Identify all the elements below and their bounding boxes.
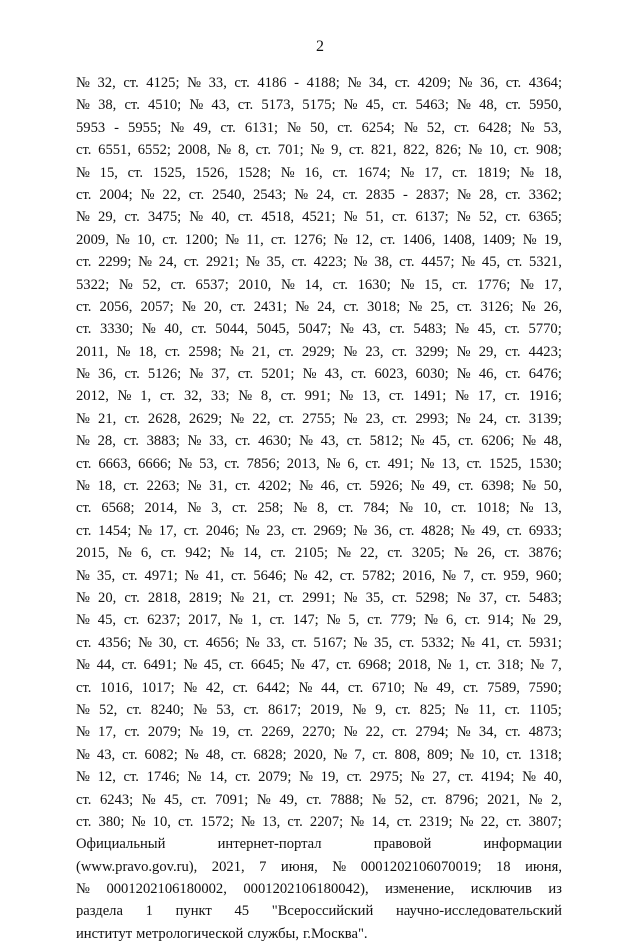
text-line: ст. 3330; № 40, ст. 5044, 5045, 5047; № 43, ст. 5483; № 45, ст. 5770; xyxy=(76,321,562,338)
text-line: ст. 2299; № 24, ст. 2921; № 35, ст. 4223; № 38, ст. 4457; № 45, ст. 5321, xyxy=(76,254,562,271)
text-line: ст. 2056, 2057; № 20, ст. 2431; № 24, ст. 3018; № 25, ст. 3126; № 26, xyxy=(76,298,562,315)
text-line: 5953 - 5955; № 49, ст. 6131; № 50, ст. 6254; № 52, ст. 6428; № 53, xyxy=(76,119,562,136)
text-line: 5322; № 52, ст. 6537; 2010, № 14, ст. 1630; № 15, ст. 1776; № 17, xyxy=(76,276,562,293)
text-line: № 35, ст. 4971; № 41, ст. 5646; № 42, ст. 5782; 2016, № 7, ст. 959, 960; xyxy=(76,567,562,584)
text-line: ст. 380; № 10, ст. 1572; № 13, ст. 2207; № 14, ст. 2319; № 22, ст. 3807; xyxy=(76,813,562,830)
text-line: ст. 6568; 2014, № 3, ст. 258; № 8, ст. 784; № 10, ст. 1018; № 13, xyxy=(76,500,562,517)
text-line: № 38, ст. 4510; № 43, ст. 5173, 5175; № 45, ст. 5463; № 48, ст. 5950, xyxy=(76,97,562,114)
text-line: 2009, № 10, ст. 1200; № 11, ст. 1276; № 12, ст. 1406, 1408, 1409; № 19, xyxy=(76,231,562,248)
text-line: № 15, ст. 1525, 1526, 1528; № 16, ст. 1674; № 17, ст. 1819; № 18, xyxy=(76,164,562,181)
document-body-text xyxy=(76,72,562,945)
text-line: № 52, ст. 8240; № 53, ст. 8617; 2019, № 9, ст. 825; № 11, ст. 1105; xyxy=(76,701,562,718)
text-line: № 36, ст. 5126; № 37, ст. 5201; № 43, ст. 6023, 6030; № 46, ст. 6476; xyxy=(76,366,562,383)
text-line: № 0001202106180002, 0001202106180042), изменение, исключив из xyxy=(76,881,562,898)
text-line: № 45, ст. 6237; 2017, № 1, ст. 147; № 5, ст. 779; № 6, ст. 914; № 29, xyxy=(76,612,562,629)
text-line: 2015, № 6, ст. 942; № 14, ст. 2105; № 22, ст. 3205; № 26, ст. 3876; xyxy=(76,545,562,562)
text-line: ст. 4356; № 30, ст. 4656; № 33, ст. 5167; № 35, ст. 5332; № 41, ст. 5931; xyxy=(76,634,562,651)
text-line: 2012, № 1, ст. 32, 33; № 8, ст. 991; № 13, ст. 1491; № 17, ст. 1916; xyxy=(76,388,562,405)
text-line: ст. 6551, 6552; 2008, № 8, ст. 701; № 9, ст. 821, 822, 826; № 10, ст. 908; xyxy=(76,142,562,159)
text-line: ст. 2004; № 22, ст. 2540, 2543; № 24, ст. 2835 - 2837; № 28, ст. 3362; xyxy=(76,186,562,203)
text-line: № 18, ст. 2263; № 31, ст. 4202; № 46, ст. 5926; № 49, ст. 6398; № 50, xyxy=(76,478,562,495)
text-line: № 32, ст. 4125; № 33, ст. 4186 - 4188; № 34, ст. 4209; № 36, ст. 4364; xyxy=(76,75,562,91)
text-line: (www.pravo.gov.ru), 2021, 7 июня, № 0001202106070019; 18 июня, xyxy=(76,858,562,875)
text-line: № 12, ст. 1746; № 14, ст. 2079; № 19, ст. 2975; № 27, ст. 4194; № 40, xyxy=(76,769,562,786)
text-line: Официальный интернет-портал правовой информации xyxy=(76,836,562,853)
text-line: № 43, ст. 6082; № 48, ст. 6828; 2020, № 7, ст. 808, 809; № 10, ст. 1318; xyxy=(76,746,562,763)
text-line: ст. 1454; № 17, ст. 2046; № 23, ст. 2969; № 36, ст. 4828; № 49, ст. 6933; xyxy=(76,522,562,539)
text-line: ст. 6663, 6666; № 53, ст. 7856; 2013, № 6, ст. 491; № 13, ст. 1525, 1530; xyxy=(76,455,562,472)
text-line: № 20, ст. 2818, 2819; № 21, ст. 2991; № 35, ст. 5298; № 37, ст. 5483; xyxy=(76,589,562,606)
text-line: № 21, ст. 2628, 2629; № 22, ст. 2755; № 23, ст. 2993; № 24, ст. 3139; xyxy=(76,410,562,427)
text-line: институт метрологической службы, г.Москва". xyxy=(76,925,368,942)
text-line: № 17, ст. 2079; № 19, ст. 2269, 2270; № 22, ст. 2794; № 34, ст. 4873; xyxy=(76,724,562,741)
text-line: № 28, ст. 3883; № 33, ст. 4630; № 43, ст. 5812; № 45, ст. 6206; № 48, xyxy=(76,433,562,450)
text-line: № 29, ст. 3475; № 40, ст. 4518, 4521; № 51, ст. 6137; № 52, ст. 6365; xyxy=(76,209,562,226)
text-line: № 44, ст. 6491; № 45, ст. 6645; № 47, ст. 6968; 2018, № 1, ст. 318; № 7, xyxy=(76,657,562,674)
text-line: ст. 1016, 1017; № 42, ст. 6442; № 44, ст. 6710; № 49, ст. 7589, 7590; xyxy=(76,679,562,696)
text-line: 2011, № 18, ст. 2598; № 21, ст. 2929; № 23, ст. 3299; № 29, ст. 4423; xyxy=(76,343,562,360)
page-number: 2 xyxy=(316,38,324,55)
text-line: ст. 6243; № 45, ст. 7091; № 49, ст. 7888; № 52, ст. 8796; 2021, № 2, xyxy=(76,791,562,808)
text-line: раздела 1 пункт 45 "Всероссийский научно-исследовательский xyxy=(76,903,562,920)
